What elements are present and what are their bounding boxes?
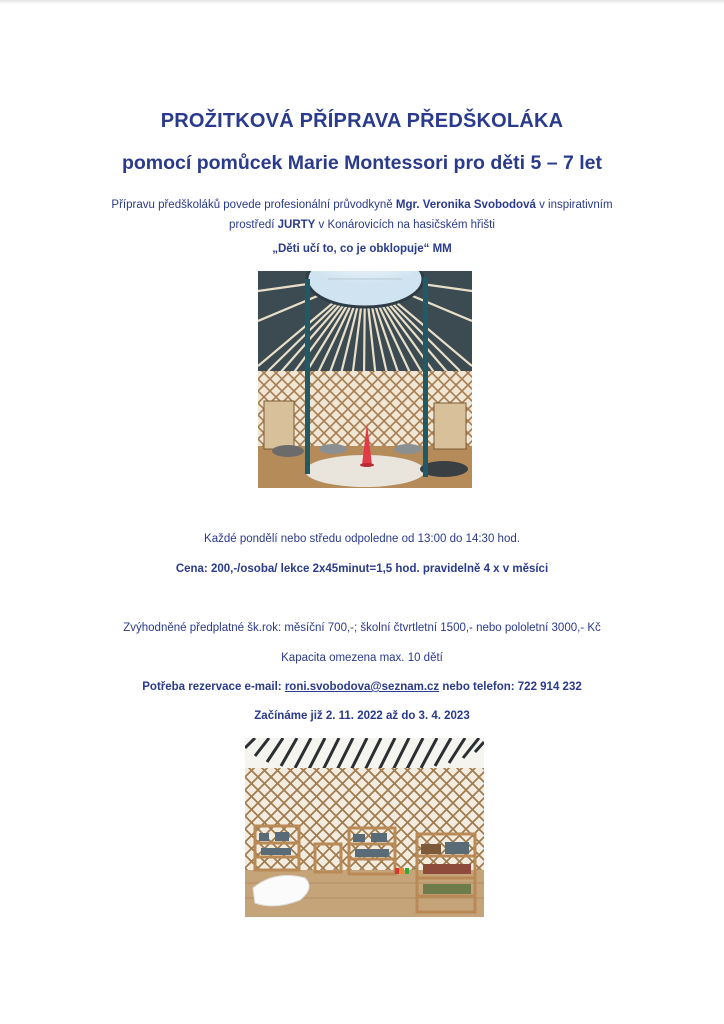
schedule-text: Každé pondělí nebo středu odpoledne od 13:00 do 14:30 hod.: [204, 533, 520, 545]
contact-prefix: Potřeba rezervace e-mail:: [142, 681, 285, 693]
dates-text: Začínáme již 2. 11. 2022 až do 3. 4. 2023: [254, 710, 470, 722]
subscription-text: Zvýhodněné předplatné šk.rok: měsíční 700,-; školní čtvrtletní 1500,- nebo pololetní 3000,- Kč: [123, 622, 601, 634]
scan-edge: [0, 0, 724, 4]
yurt-shelves-photo: [245, 738, 484, 917]
intro-text-1: Přípravu předškoláků povede profesionální průvodkyně: [111, 199, 396, 211]
intro-paragraph: [0, 195, 724, 235]
intro-text-3: prostředí: [229, 219, 278, 231]
capacity-text: Kapacita omezena max. 10 dětí: [281, 652, 443, 664]
price-text: Cena: 200,-/osoba/ lekce 2x45minut=1,5 hod. pravidelně 4 x v měsíci: [175, 563, 549, 575]
contact-middle: nebo telefon:: [439, 681, 518, 693]
intro-text-2: v inspirativním: [535, 199, 613, 211]
venue-name: JURTY: [277, 219, 316, 231]
instructor-name: Mgr. Veronika Svobodová: [395, 199, 536, 211]
phone-number: 722 914 232: [517, 681, 582, 693]
montessori-quote: „Děti učí to, co je obklopuje“ MM: [272, 243, 452, 255]
contact-line: [0, 681, 724, 693]
page-title: PROŽITKOVÁ PŘÍPRAVA PŘEDŠKOLÁKA: [160, 110, 564, 132]
yurt-interior-photo: [258, 271, 472, 488]
email-link[interactable]: roni.svobodova@seznam.cz: [284, 681, 440, 693]
page-subtitle: pomocí pomůcek Marie Montessori pro děti 5 – 7 let: [121, 152, 603, 174]
intro-text-4: v Konárovicích na hasičském hřišti: [315, 219, 495, 231]
